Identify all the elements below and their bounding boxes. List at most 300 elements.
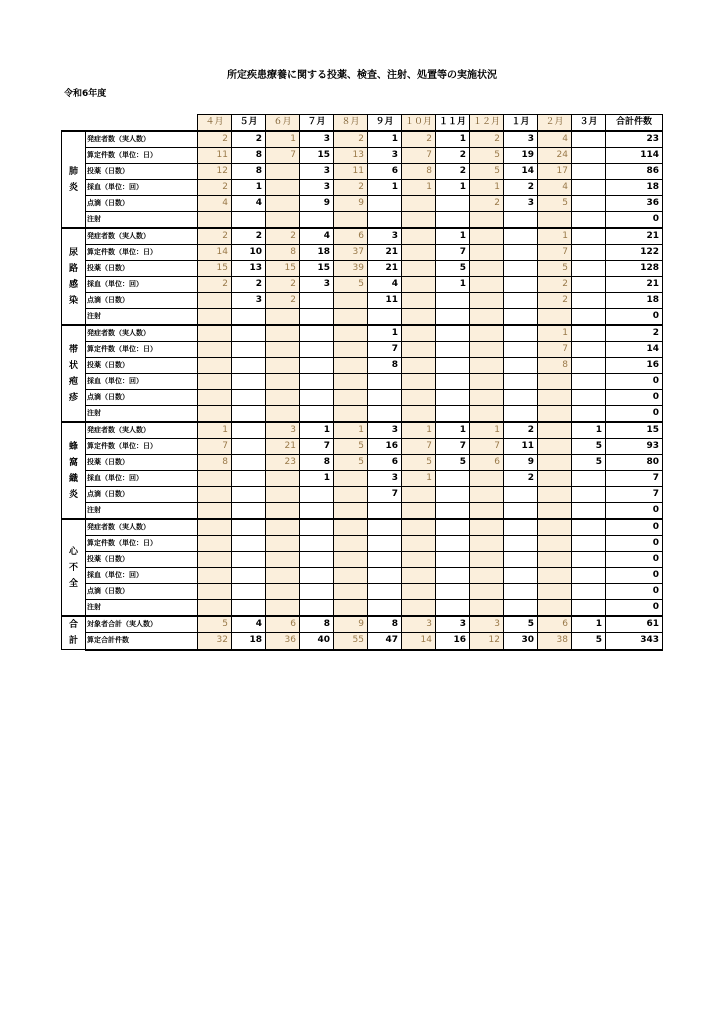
month-value-cell: 4 [368,277,402,293]
disease-name-char: 炎 [68,489,78,500]
month-value-cell: 3 [266,422,300,439]
month-value-cell [368,536,402,552]
month-value-cell [232,439,266,455]
month-value-cell: 13 [232,261,266,277]
item-label: 採血（単位：回） [86,471,198,487]
month-value-cell: 2 [266,228,300,245]
month-value-cell: 13 [334,148,368,164]
month-value-cell: 5 [470,148,504,164]
table-row [62,164,663,180]
row-total-cell: 16 [606,358,663,374]
month-value-cell: 2 [402,131,436,148]
month-value-cell: 5 [198,616,232,633]
month-header: ３月 [572,115,606,132]
month-value-cell [334,519,368,536]
month-value-cell [368,600,402,617]
month-value-cell [572,568,606,584]
month-value-cell [436,471,470,487]
month-value-cell: 3 [368,148,402,164]
disease-name-char: 状 [68,360,78,371]
item-label: 発症者数（実人数） [86,519,198,536]
month-value-cell: 1 [232,180,266,196]
table-row [62,309,663,326]
month-value-cell [572,277,606,293]
month-value-cell [402,325,436,342]
month-value-cell [436,536,470,552]
month-value-cell: 2 [266,277,300,293]
item-label: 注射 [86,309,198,326]
month-value-cell [232,358,266,374]
month-value-cell: 3 [300,164,334,180]
month-value-cell [198,406,232,423]
month-value-cell [266,212,300,229]
month-value-cell: 2 [504,422,538,439]
disease-name-char: 帯 [68,344,78,355]
month-value-cell: 24 [538,148,572,164]
month-value-cell [402,584,436,600]
month-value-cell: 15 [300,261,334,277]
month-value-cell: 36 [266,633,300,650]
month-value-cell [504,309,538,326]
table-row [62,487,663,503]
item-label: 投薬（日数） [86,552,198,568]
month-value-cell [232,471,266,487]
month-value-cell: 3 [300,277,334,293]
month-value-cell [572,180,606,196]
item-label: 注射 [86,600,198,617]
month-value-cell [538,584,572,600]
month-value-cell [334,342,368,358]
item-label: 発症者数（実人数） [86,131,198,148]
month-value-cell [436,390,470,406]
month-value-cell: 5 [538,196,572,212]
total-header: 合計件数 [606,115,663,132]
month-value-cell [572,600,606,617]
month-value-cell [232,600,266,617]
month-value-cell [436,342,470,358]
month-value-cell [266,487,300,503]
table-row [62,196,663,212]
item-label: 算定件数（単位：日） [86,342,198,358]
month-value-cell: 2 [198,131,232,148]
disease-name-char: 肺 [68,166,78,177]
month-header: １１月 [436,115,470,132]
month-value-cell [232,406,266,423]
month-value-cell [232,212,266,229]
month-value-cell: 2 [232,131,266,148]
month-value-cell [368,309,402,326]
table-row [62,616,663,633]
month-value-cell [538,471,572,487]
month-value-cell [572,212,606,229]
month-value-cell [504,552,538,568]
month-value-cell [266,536,300,552]
month-value-cell: 8 [232,164,266,180]
month-value-cell [368,196,402,212]
month-value-cell [572,390,606,406]
month-header: １月 [504,115,538,132]
table-row [62,148,663,164]
month-value-cell: 4 [232,196,266,212]
month-value-cell [470,325,504,342]
month-value-cell: 16 [436,633,470,650]
row-total-cell: 36 [606,196,663,212]
month-value-cell [368,552,402,568]
month-value-cell: 40 [300,633,334,650]
month-value-cell: 1 [266,131,300,148]
month-value-cell [436,552,470,568]
month-value-cell: 5 [436,455,470,471]
month-value-cell [470,309,504,326]
month-value-cell [368,568,402,584]
month-header: １２月 [470,115,504,132]
month-value-cell [198,309,232,326]
month-value-cell: 11 [334,164,368,180]
row-total-cell: 0 [606,406,663,423]
item-label: 点滴（日数） [86,584,198,600]
month-value-cell [266,471,300,487]
month-value-cell [470,536,504,552]
disease-name-cell [62,325,86,422]
month-value-cell [470,277,504,293]
month-value-cell [538,552,572,568]
month-value-cell [504,342,538,358]
month-value-cell: 5 [572,633,606,650]
month-value-cell: 8 [300,616,334,633]
month-value-cell: 5 [572,439,606,455]
row-total-cell: 0 [606,584,663,600]
month-value-cell [334,568,368,584]
table-row [62,422,663,439]
disease-name-char: 尿 [68,247,78,258]
month-value-cell [232,325,266,342]
table-row [62,455,663,471]
month-value-cell [470,228,504,245]
month-value-cell [232,519,266,536]
month-value-cell: 3 [368,422,402,439]
month-value-cell [300,212,334,229]
header-blank [62,115,198,132]
month-value-cell [504,277,538,293]
disease-name-char: 炎 [68,182,78,193]
month-value-cell [572,471,606,487]
item-label: 算定件数（単位：日） [86,439,198,455]
month-value-cell [436,568,470,584]
month-value-cell: 7 [470,439,504,455]
month-value-cell: 7 [402,439,436,455]
month-header: １０月 [402,115,436,132]
month-value-cell [334,374,368,390]
month-value-cell [470,600,504,617]
month-value-cell [300,600,334,617]
row-total-cell: 61 [606,616,663,633]
item-label: 投薬（日数） [86,164,198,180]
disease-name-char: 蜂 [68,441,78,452]
month-value-cell [300,487,334,503]
month-value-cell [470,584,504,600]
month-value-cell: 3 [300,180,334,196]
month-value-cell: 2 [504,180,538,196]
table-row [62,212,663,229]
month-value-cell [504,519,538,536]
month-value-cell [368,584,402,600]
month-value-cell [402,374,436,390]
month-value-cell: 9 [300,196,334,212]
month-value-cell [504,293,538,309]
month-value-cell [436,487,470,503]
month-value-cell [232,390,266,406]
month-value-cell [232,455,266,471]
month-value-cell: 55 [334,633,368,650]
row-total-cell: 0 [606,212,663,229]
month-value-cell [266,325,300,342]
month-value-cell [402,228,436,245]
month-value-cell: 2 [232,228,266,245]
month-value-cell: 2 [334,180,368,196]
month-value-cell: 1 [436,228,470,245]
month-value-cell: 1 [334,422,368,439]
month-value-cell [538,455,572,471]
month-value-cell [572,261,606,277]
month-value-cell [572,342,606,358]
month-value-cell [334,325,368,342]
month-value-cell: 3 [470,616,504,633]
month-header: ４月 [198,115,232,132]
month-value-cell: 7 [436,439,470,455]
month-value-cell [572,406,606,423]
month-value-cell [436,503,470,520]
month-value-cell [538,390,572,406]
month-value-cell [334,471,368,487]
month-value-cell [538,503,572,520]
month-value-cell: 1 [436,277,470,293]
month-value-cell: 11 [504,439,538,455]
table-row [62,633,663,650]
month-value-cell [368,374,402,390]
month-value-cell: 9 [504,455,538,471]
month-value-cell [198,568,232,584]
month-value-cell [470,406,504,423]
month-value-cell [436,358,470,374]
month-value-cell [402,600,436,617]
month-value-cell: 7 [402,148,436,164]
month-value-cell: 1 [402,180,436,196]
month-value-cell: 2 [436,148,470,164]
month-value-cell: 11 [368,293,402,309]
month-value-cell: 3 [368,228,402,245]
month-value-cell [538,519,572,536]
month-value-cell [504,600,538,617]
month-value-cell [504,487,538,503]
table-row [62,261,663,277]
month-header: ８月 [334,115,368,132]
month-value-cell [266,406,300,423]
month-value-cell [572,228,606,245]
month-value-cell [198,390,232,406]
month-value-cell [402,487,436,503]
month-value-cell [232,487,266,503]
month-value-cell: 6 [266,616,300,633]
month-value-cell: 3 [402,616,436,633]
month-value-cell: 1 [368,131,402,148]
month-value-cell: 1 [436,180,470,196]
month-value-cell [402,245,436,261]
row-total-cell: 7 [606,471,663,487]
row-total-cell: 128 [606,261,663,277]
month-value-cell [436,196,470,212]
month-value-cell [402,358,436,374]
item-label: 注射 [86,212,198,229]
month-value-cell [572,293,606,309]
month-value-cell [368,503,402,520]
month-value-cell [300,390,334,406]
table-row [62,374,663,390]
month-value-cell: 18 [300,245,334,261]
month-value-cell: 8 [300,455,334,471]
month-value-cell [572,552,606,568]
month-value-cell [300,309,334,326]
month-value-cell [368,212,402,229]
month-value-cell [470,487,504,503]
month-value-cell [232,568,266,584]
row-total-cell: 93 [606,439,663,455]
month-value-cell: 4 [538,131,572,148]
row-total-cell: 15 [606,422,663,439]
month-value-cell [470,503,504,520]
disease-name-char: 疹 [68,392,78,403]
month-value-cell: 39 [334,261,368,277]
month-value-cell [300,293,334,309]
table-row [62,568,663,584]
month-value-cell [470,245,504,261]
month-value-cell [504,261,538,277]
month-value-cell [436,584,470,600]
month-value-cell: 8 [198,455,232,471]
month-value-cell: 7 [538,245,572,261]
month-value-cell [470,552,504,568]
month-value-cell [538,487,572,503]
disease-name-char: 合 [68,620,78,630]
month-value-cell [470,342,504,358]
month-value-cell [198,471,232,487]
row-total-cell: 0 [606,600,663,617]
month-value-cell [538,422,572,439]
month-value-cell: 3 [436,616,470,633]
item-label: 投薬（日数） [86,261,198,277]
month-value-cell [334,600,368,617]
item-label: 算定件数（単位：日） [86,536,198,552]
row-total-cell: 0 [606,309,663,326]
month-value-cell: 15 [300,148,334,164]
month-value-cell [232,584,266,600]
month-value-cell [198,358,232,374]
table-row [62,277,663,293]
month-value-cell: 4 [300,228,334,245]
month-value-cell: 2 [198,180,232,196]
month-value-cell: 12 [470,633,504,650]
item-label: 注射 [86,503,198,520]
month-value-cell [266,342,300,358]
row-total-cell: 0 [606,374,663,390]
month-value-cell [572,519,606,536]
month-value-cell [198,374,232,390]
month-value-cell [334,358,368,374]
month-value-cell [572,358,606,374]
month-value-cell [572,148,606,164]
month-value-cell [300,552,334,568]
month-value-cell [198,503,232,520]
month-value-cell: 21 [368,245,402,261]
month-value-cell [300,406,334,423]
month-value-cell [402,277,436,293]
table-row [62,180,663,196]
month-value-cell: 32 [198,633,232,650]
disease-name-char: 計 [68,636,78,646]
month-value-cell [470,293,504,309]
month-value-cell [470,212,504,229]
month-value-cell: 7 [266,148,300,164]
month-value-cell [402,552,436,568]
month-value-cell [538,536,572,552]
month-value-cell [334,503,368,520]
month-value-cell [402,212,436,229]
disease-name-char: 疱 [68,376,78,387]
month-value-cell [504,245,538,261]
month-value-cell [402,261,436,277]
month-value-cell [198,212,232,229]
month-value-cell: 1 [436,422,470,439]
month-value-cell: 1 [470,422,504,439]
month-value-cell [232,552,266,568]
row-total-cell: 80 [606,455,663,471]
month-value-cell: 11 [198,148,232,164]
month-value-cell: 1 [538,228,572,245]
month-header: ９月 [368,115,402,132]
row-total-cell: 122 [606,245,663,261]
item-label: 算定合計件数 [86,633,198,650]
disease-name-cell [62,422,86,519]
month-value-cell: 2 [334,131,368,148]
month-value-cell [572,584,606,600]
month-value-cell [198,519,232,536]
month-value-cell: 2 [266,293,300,309]
disease-name-char: 染 [68,295,78,306]
month-value-cell: 38 [538,633,572,650]
month-value-cell: 5 [436,261,470,277]
month-value-cell [334,390,368,406]
table-row [62,600,663,617]
month-header: ２月 [538,115,572,132]
item-label: 採血（単位：回） [86,374,198,390]
fiscal-year-label: 令和6年度 [64,89,107,99]
month-value-cell: 2 [198,228,232,245]
row-total-cell: 21 [606,277,663,293]
month-value-cell: 5 [334,439,368,455]
month-value-cell: 1 [436,131,470,148]
month-value-cell [504,406,538,423]
month-value-cell: 1 [368,180,402,196]
month-value-cell [572,536,606,552]
month-value-cell: 1 [402,422,436,439]
month-value-cell: 2 [470,196,504,212]
month-value-cell [436,406,470,423]
month-value-cell: 1 [198,422,232,439]
month-value-cell [470,568,504,584]
month-value-cell [334,552,368,568]
month-value-cell [266,180,300,196]
month-value-cell: 8 [402,164,436,180]
month-value-cell: 4 [538,180,572,196]
